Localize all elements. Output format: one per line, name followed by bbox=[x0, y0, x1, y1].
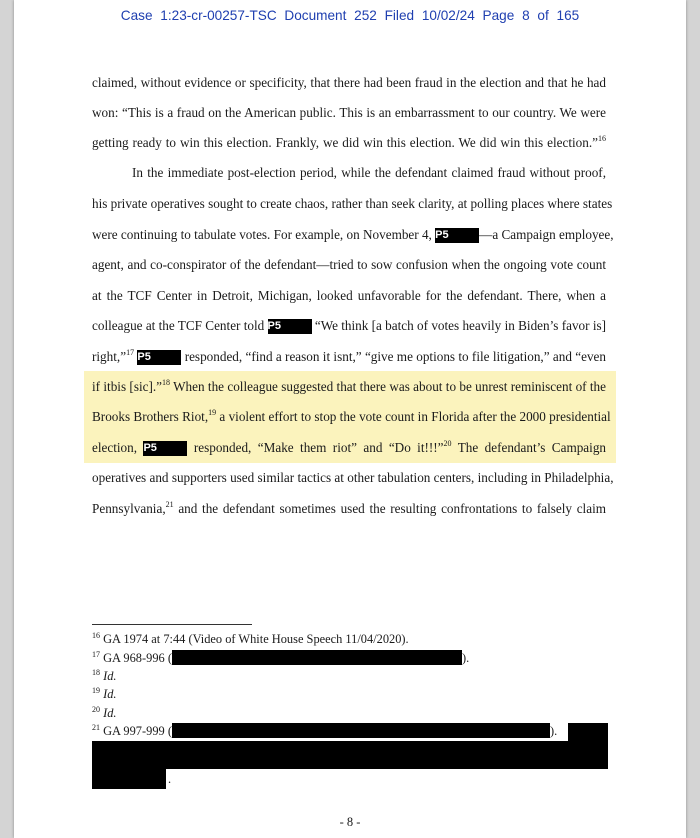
footnote-number: 21 bbox=[92, 723, 100, 732]
footnote-number: 16 bbox=[92, 631, 100, 640]
line-text: When the colleague suggested that there was about to be unrest reminiscent of the bbox=[173, 379, 606, 394]
footnote-ref: 21 bbox=[165, 500, 174, 509]
line-text: The defendant’s Campaign bbox=[457, 440, 607, 455]
footnote-end-mark: . bbox=[168, 772, 172, 786]
line-text: claimed, without evidence or specificity, that there had been fraud in the election and that he had bbox=[92, 75, 606, 90]
text-line bbox=[92, 439, 606, 457]
footnote-rule bbox=[92, 624, 252, 625]
footnote bbox=[92, 705, 612, 721]
line-text: a violent effort to stop the vote count in Florida after the 2000 presidential bbox=[219, 409, 611, 424]
line-text: and the defendant sometimes used the resulting confrontations to falsely claim bbox=[178, 501, 606, 516]
footnote-text: ). bbox=[549, 724, 558, 738]
footnote bbox=[92, 668, 612, 684]
footnote-ref: 20 bbox=[443, 439, 452, 448]
footnote-text: Id. bbox=[103, 706, 117, 720]
line-text: at the TCF Center in Detroit, Michigan, looked unfavorable for the defendant. There, when a bbox=[92, 288, 606, 303]
line-text: colleague at the TCF Center told bbox=[92, 318, 265, 333]
text-line bbox=[132, 164, 606, 182]
line-text: In the immediate post-election period, while the defendant claimed fraud without proof, bbox=[132, 165, 606, 180]
footnote-number: 18 bbox=[92, 668, 100, 677]
text-line bbox=[92, 226, 614, 244]
redaction-box: P5 bbox=[143, 441, 187, 456]
case-header: Case 1:23-cr-00257-TSC Document 252 Filed 10/02/24 Page 8 of 165 bbox=[120, 8, 580, 23]
text-line bbox=[92, 348, 606, 366]
document-page bbox=[14, 0, 686, 838]
line-text: were continuing to tabulate votes. For example, on November 4, bbox=[92, 227, 432, 242]
footnote-text: GA 997-999 ( bbox=[103, 724, 172, 738]
line-text: “We think [a batch of votes heavily in Biden’s favor is] bbox=[314, 318, 607, 333]
footnote-text: GA 968-996 ( bbox=[103, 651, 172, 665]
line-text: agent, and co-conspirator of the defendant—tried to sow confusion when the ongoing vote count bbox=[92, 257, 606, 272]
footnote-text: Id. bbox=[103, 669, 117, 683]
line-text: Brooks Brothers Riot, bbox=[92, 409, 209, 424]
text-line bbox=[92, 134, 606, 152]
footnote-text: GA 1974 at 7:44 (Video of White House Speech 11/04/2020). bbox=[103, 632, 409, 646]
text-line bbox=[92, 317, 606, 335]
text-line bbox=[92, 378, 606, 396]
footnote-ref: 18 bbox=[162, 378, 171, 387]
footnote-ref: 16 bbox=[598, 134, 606, 143]
footnote-text: ). bbox=[461, 651, 470, 665]
text-line bbox=[92, 195, 613, 213]
footnote-number: 17 bbox=[92, 650, 100, 659]
text-line bbox=[92, 256, 606, 274]
line-text: getting ready to win this election. Frankly, we did win this election. We did win this election.” bbox=[92, 135, 598, 150]
line-text: right,” bbox=[92, 349, 127, 364]
line-text: his private operatives sought to create chaos, rather than seek clarity, at polling places where states bbox=[92, 196, 613, 211]
line-text: if itbis [sic].” bbox=[92, 379, 163, 394]
text-line bbox=[92, 500, 606, 518]
redaction-bar bbox=[172, 723, 550, 738]
line-text: won: “This is a fraud on the American public. This is an embarrassment to our country. We were bbox=[92, 105, 606, 120]
footnote-ref: 19 bbox=[208, 408, 217, 417]
redaction-box: P5 bbox=[435, 228, 479, 243]
footnote bbox=[92, 650, 612, 666]
redaction-bar bbox=[172, 650, 462, 665]
redaction-box: P5 bbox=[137, 350, 181, 365]
redaction-block bbox=[92, 769, 166, 789]
footnote-ref: 17 bbox=[126, 348, 135, 357]
footnote-number: 19 bbox=[92, 686, 100, 695]
footnote-text: Id. bbox=[103, 687, 117, 701]
text-line bbox=[92, 408, 611, 426]
text-line bbox=[92, 469, 614, 487]
redaction-box: P5 bbox=[268, 319, 312, 334]
redaction-block bbox=[568, 723, 608, 741]
footnote bbox=[92, 631, 612, 647]
footnote bbox=[92, 723, 612, 739]
footnote bbox=[92, 686, 612, 702]
line-text: responded, “Make them riot” and “Do it!!!” bbox=[193, 440, 444, 455]
line-text: operatives and supporters used similar tactics at other tabulation centers, including in Philadelphia, bbox=[92, 470, 614, 485]
text-line bbox=[92, 104, 606, 122]
page-number: - 8 - bbox=[339, 815, 361, 829]
text-line bbox=[92, 287, 606, 305]
text-line bbox=[92, 74, 606, 92]
line-text: —a Campaign employee, bbox=[479, 227, 614, 242]
redaction-block bbox=[92, 741, 608, 769]
line-text: responded, “find a reason it isnt,” “give me options to file litigation,” and “even bbox=[184, 349, 606, 364]
line-text: Pennsylvania, bbox=[92, 501, 166, 516]
line-text: election, bbox=[92, 440, 138, 455]
footnote-number: 20 bbox=[92, 705, 100, 714]
